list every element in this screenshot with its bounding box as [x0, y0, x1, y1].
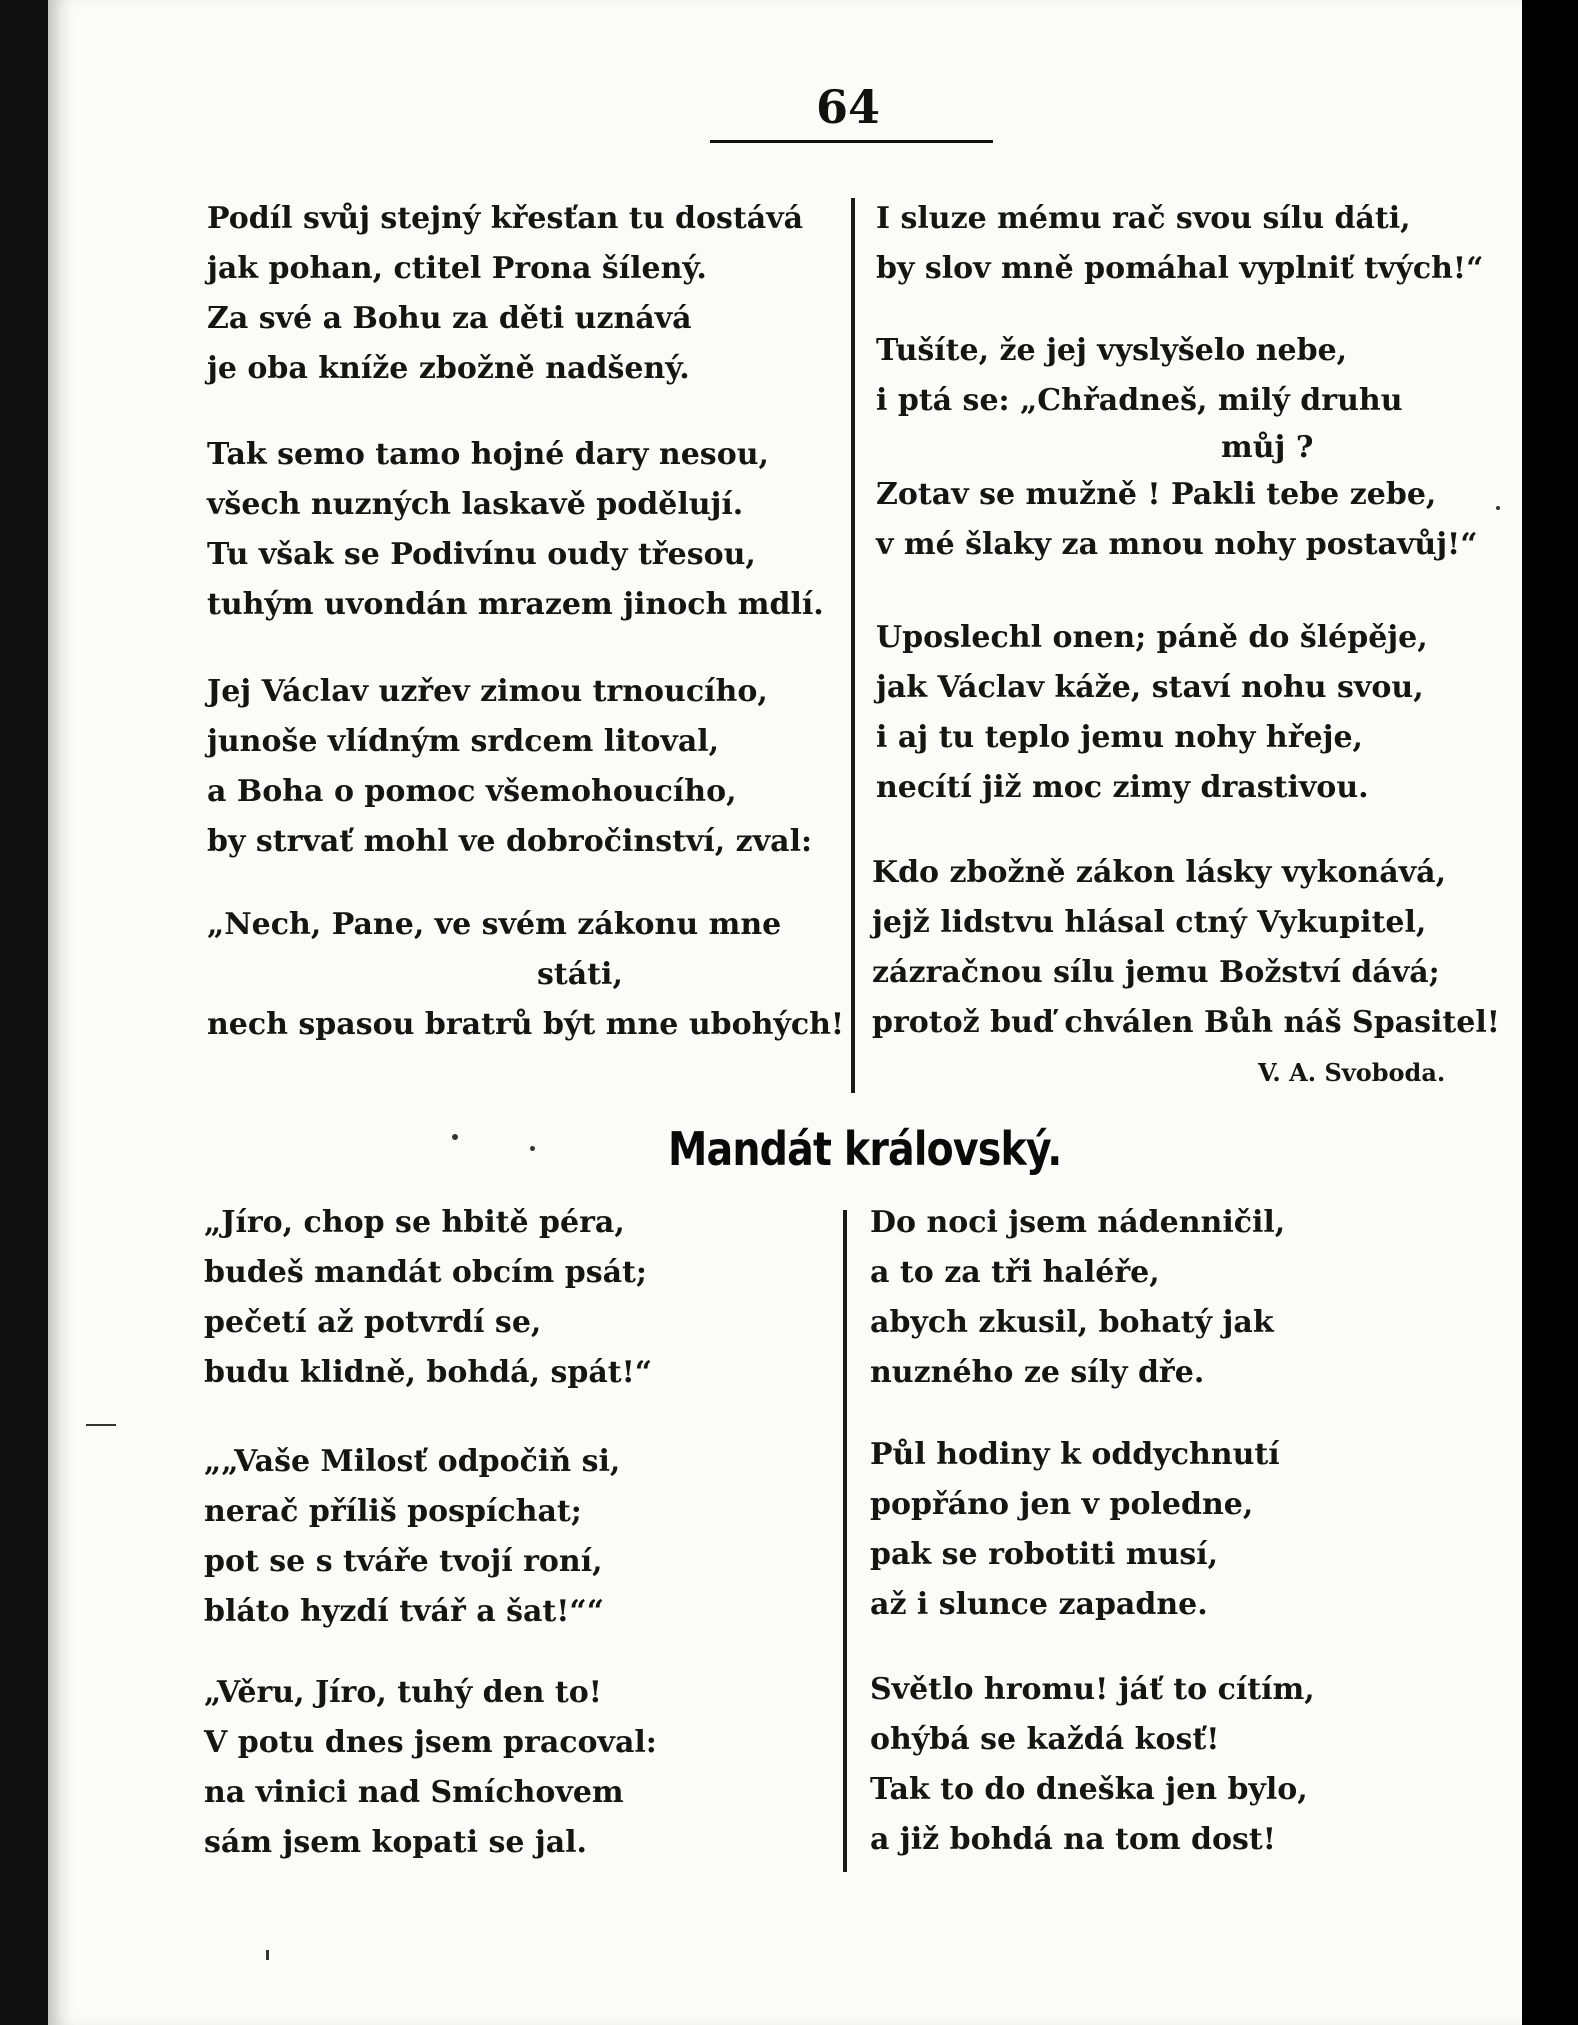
verse-line: až i slunce zapadne.	[870, 1587, 1208, 1622]
verse-line: Tak semo tamo hojné dary nesou,	[207, 437, 769, 472]
verse-line: popřáno jen v poledne,	[870, 1487, 1254, 1522]
stanza	[872, 848, 1500, 1048]
verse-line: pak se robotiti musí,	[870, 1537, 1219, 1572]
header-rule	[710, 140, 993, 143]
verse-line: a již bohdá na tom dost!	[870, 1822, 1276, 1857]
verse-line: „Nech, Pane, ve svém zákonu mne	[207, 907, 782, 942]
stanza	[207, 667, 812, 867]
verse-line-continuation: můj ?	[1221, 430, 1314, 465]
verse-line: jejž lidstvu hlásal ctný Vykupitel,	[872, 905, 1427, 940]
scan-right-edge	[1522, 0, 1550, 2025]
verse-line: Uposlechl onen; páně do šlépěje,	[876, 620, 1428, 655]
verse-line: Jej Václav uzřev zimou trnoucího,	[207, 674, 768, 709]
verse-line: Za své a Bohu za děti uznává	[207, 301, 692, 336]
verse-line: junoše vlídným srdcem litoval,	[207, 724, 720, 759]
verse-line: pečetí až potvrdí se,	[204, 1305, 542, 1340]
verse-line: Tak to do dneška jen bylo,	[870, 1772, 1308, 1807]
verse-line: protož buď chválen Bůh náš Spasitel!	[872, 1005, 1500, 1040]
ink-speck	[266, 1950, 269, 1960]
verse-line: V potu dnes jsem pracoval:	[204, 1725, 657, 1760]
verse-line: nuzného ze síly dře.	[870, 1355, 1205, 1390]
verse-line: jak Václav káže, staví nohu svou,	[876, 670, 1424, 705]
stanza	[870, 1430, 1280, 1630]
verse-line: i aj tu teplo jemu nohy hřeje,	[876, 720, 1364, 755]
ink-speck	[452, 1134, 458, 1140]
verse-line: Do noci jsem nádenničil,	[870, 1205, 1286, 1240]
verse-line: jak pohan, ctitel Prona šílený.	[207, 251, 707, 286]
verse-line: Tu však se Podivínu oudy třesou,	[207, 537, 756, 572]
stanza	[870, 1665, 1315, 1865]
ink-speck	[530, 1146, 535, 1151]
author-signature: V. A. Svoboda.	[1258, 1058, 1446, 1087]
verse-line: všech nuzných laskavě podělují.	[207, 487, 744, 522]
page-number: 64	[815, 80, 880, 134]
verse-line: a Boha o pomoc všemohoucího,	[207, 774, 737, 809]
stanza	[207, 430, 824, 630]
verse-line: Půl hodiny k oddychnutí	[870, 1437, 1280, 1472]
verse-line: „„Vaše Milosť odpočiň si,	[204, 1444, 621, 1479]
ink-speck	[1496, 506, 1500, 510]
verse-line: i ptá se: „Chřadneš, milý druhu	[876, 383, 1403, 418]
stanza	[207, 900, 844, 1050]
verse-line: pot se s tváře tvojí roní,	[204, 1544, 603, 1579]
stanza	[870, 1198, 1285, 1398]
ink-speck	[86, 1424, 116, 1426]
verse-line: Kdo zbožně zákon lásky vykonává,	[872, 855, 1447, 890]
stanza	[207, 194, 803, 394]
verse-line: je oba kníže zbožně nadšený.	[207, 351, 690, 386]
verse-line: by slov mně pomáhal vyplniť tvých!“	[876, 251, 1484, 286]
column-divider	[843, 1210, 847, 1872]
verse-line: ohýbá se každá kosť!	[870, 1722, 1220, 1757]
verse-line: by strvať mohl ve dobročinství, zval:	[207, 824, 813, 859]
stanza	[876, 326, 1477, 570]
verse-line-continuation: státi,	[537, 957, 623, 992]
stanza	[204, 1437, 620, 1637]
stanza	[876, 194, 1483, 294]
verse-line: tuhým uvondán mrazem jinoch mdlí.	[207, 587, 824, 622]
stanza	[204, 1668, 657, 1868]
poem-title: Mandát královský.	[668, 1122, 1062, 1176]
verse-line: Podíl svůj stejný křesťan tu dostává	[207, 201, 804, 236]
verse-line: zázračnou sílu jemu Božství dává;	[872, 955, 1440, 990]
verse-line: Tušíte, že jej vyslyšelo nebe,	[876, 333, 1348, 368]
verse-line: na vinici nad Smíchovem	[204, 1775, 624, 1810]
verse-line: v mé šlaky za mnou nohy postavůj!“	[876, 527, 1478, 562]
verse-line: necítí již moc zimy drastivou.	[876, 770, 1369, 805]
verse-line: nerač příliš pospíchat;	[204, 1494, 582, 1529]
verse-line: Zotav se mužně ! Pakli tebe zebe,	[876, 477, 1437, 512]
scan-left-edge	[0, 0, 48, 2025]
verse-line: I sluze mému rač svou sílu dáti,	[876, 201, 1411, 236]
verse-line: abych zkusil, bohatý jak	[870, 1305, 1274, 1340]
column-divider	[851, 198, 855, 1093]
verse-line: Světlo hromu! jáť to cítím,	[870, 1672, 1315, 1707]
stanza	[876, 613, 1428, 813]
verse-line: budeš mandát obcím psát;	[204, 1255, 647, 1290]
verse-line: „Jíro, chop se hbitě péra,	[204, 1205, 625, 1240]
verse-line: a to za tři haléře,	[870, 1255, 1160, 1290]
verse-line: nech spasou bratrů být mne ubohých!	[207, 1007, 845, 1042]
verse-line: „Věru, Jíro, tuhý den to!	[204, 1675, 602, 1710]
verse-line: bláto hyzdí tvář a šat!““	[204, 1594, 604, 1629]
verse-line: budu klidně, bohdá, spát!“	[204, 1355, 653, 1390]
stanza	[204, 1198, 652, 1398]
verse-line: sám jsem kopati se jal.	[204, 1825, 587, 1860]
